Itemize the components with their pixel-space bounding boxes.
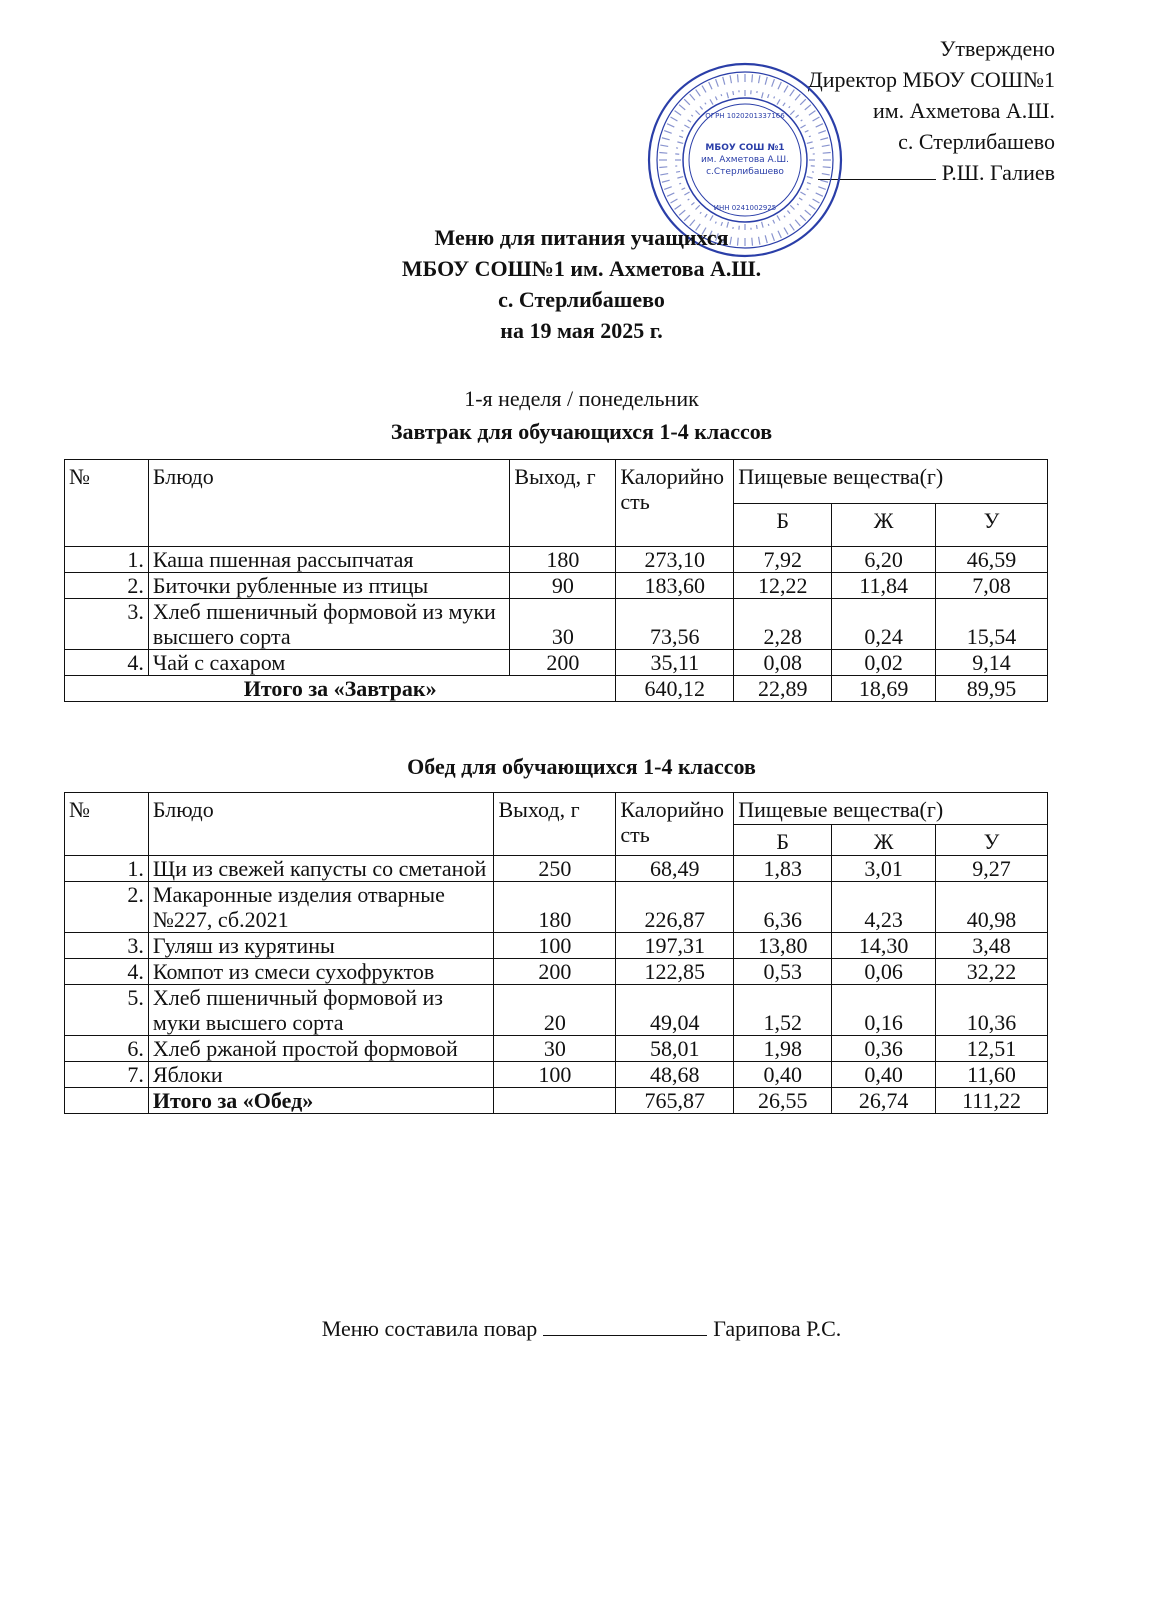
col-b: Б bbox=[734, 503, 832, 547]
lunch-table bbox=[64, 792, 1048, 1114]
col-no: № bbox=[65, 793, 149, 856]
dish-yield: 20 bbox=[494, 985, 616, 1036]
total-row bbox=[65, 1088, 1048, 1114]
dish-protein: 0,40 bbox=[734, 1062, 832, 1088]
dish-yield: 30 bbox=[494, 1036, 616, 1062]
col-u: У bbox=[936, 503, 1048, 547]
dish-carbs: 15,54 bbox=[936, 599, 1048, 650]
row-number: 7. bbox=[65, 1062, 149, 1088]
total-label: Итого за «Завтрак» bbox=[65, 676, 616, 702]
dish-carbs: 46,59 bbox=[936, 547, 1048, 573]
dish-yield: 30 bbox=[510, 599, 616, 650]
table-row bbox=[65, 933, 1048, 959]
row-number: 4. bbox=[65, 959, 149, 985]
dish-yield: 180 bbox=[494, 882, 616, 933]
dish-fat: 0,02 bbox=[832, 650, 936, 676]
dish-fat: 0,24 bbox=[832, 599, 936, 650]
dish-calories: 35,11 bbox=[616, 650, 734, 676]
table-row bbox=[65, 599, 1048, 650]
dish-carbs: 7,08 bbox=[936, 573, 1048, 599]
dish-yield: 90 bbox=[510, 573, 616, 599]
col-zh: Ж bbox=[832, 824, 936, 856]
col-b: Б bbox=[734, 824, 832, 856]
dish-calories: 48,68 bbox=[616, 1062, 734, 1088]
dish-fat: 11,84 bbox=[832, 573, 936, 599]
dish-fat: 0,16 bbox=[832, 985, 936, 1036]
col-nutrients: Пищевые вещества(г) bbox=[734, 793, 1048, 825]
total-fat: 26,74 bbox=[832, 1088, 936, 1114]
stamp-center-line1: МБОУ СОШ №1 bbox=[705, 143, 785, 153]
dish-carbs: 40,98 bbox=[936, 882, 1048, 933]
dish-yield: 250 bbox=[494, 856, 616, 882]
table-row bbox=[65, 959, 1048, 985]
col-no: № bbox=[65, 460, 149, 547]
table-row bbox=[65, 985, 1048, 1036]
dish-calories: 226,87 bbox=[616, 882, 734, 933]
table-row bbox=[65, 856, 1048, 882]
dish-fat: 0,06 bbox=[832, 959, 936, 985]
dish-carbs: 10,36 bbox=[936, 985, 1048, 1036]
dish-calories: 58,01 bbox=[616, 1036, 734, 1062]
row-number: 3. bbox=[65, 933, 149, 959]
menu-title bbox=[0, 222, 1163, 346]
dish-calories: 68,49 bbox=[616, 856, 734, 882]
col-yield: Выход, г bbox=[494, 793, 616, 856]
footer-prefix: Меню составила повар bbox=[321, 1316, 538, 1341]
dish-protein: 6,36 bbox=[734, 882, 832, 933]
dish-carbs: 9,14 bbox=[936, 650, 1048, 676]
row-number: 6. bbox=[65, 1036, 149, 1062]
col-zh: Ж bbox=[832, 503, 936, 547]
approval-named-after: им. Ахметова А.Ш. bbox=[872, 98, 1055, 123]
col-nutrients: Пищевые вещества(г) bbox=[734, 460, 1048, 504]
dish-fat: 4,23 bbox=[832, 882, 936, 933]
dish-carbs: 32,22 bbox=[936, 959, 1048, 985]
dish-fat: 0,36 bbox=[832, 1036, 936, 1062]
dish-protein: 1,52 bbox=[734, 985, 832, 1036]
dish-name: Макаронные изделия отварные №227, сб.2021 bbox=[148, 882, 494, 933]
title-line4: на 19 мая 2025 г. bbox=[500, 318, 663, 343]
dish-protein: 7,92 bbox=[734, 547, 832, 573]
total-row bbox=[65, 676, 1048, 702]
row-number: 2. bbox=[65, 573, 149, 599]
dish-yield: 100 bbox=[494, 933, 616, 959]
table-row bbox=[65, 573, 1048, 599]
dish-protein: 2,28 bbox=[734, 599, 832, 650]
dish-yield: 100 bbox=[494, 1062, 616, 1088]
row-number: 1. bbox=[65, 547, 149, 573]
dish-carbs: 9,27 bbox=[936, 856, 1048, 882]
breakfast-table bbox=[64, 459, 1048, 702]
row-number: 1. bbox=[65, 856, 149, 882]
dish-fat: 14,30 bbox=[832, 933, 936, 959]
stamp-center-line2: им. Ахметова А.Ш. bbox=[700, 155, 790, 165]
approval-village: с. Стерлибашево bbox=[898, 129, 1055, 154]
dish-fat: 6,20 bbox=[832, 547, 936, 573]
col-calories: Калорийность bbox=[616, 460, 734, 547]
dish-calories: 183,60 bbox=[616, 573, 734, 599]
dish-name: Биточки рубленные из птицы bbox=[148, 573, 510, 599]
table-row bbox=[65, 1036, 1048, 1062]
dish-name: Каша пшенная рассыпчатая bbox=[148, 547, 510, 573]
total-label: Итого за «Обед» bbox=[148, 1088, 494, 1114]
title-line3: с. Стерлибашево bbox=[498, 287, 665, 312]
dish-name: Хлеб ржаной простой формовой bbox=[148, 1036, 494, 1062]
dish-yield: 200 bbox=[510, 650, 616, 676]
col-yield: Выход, г bbox=[510, 460, 616, 547]
total-calories: 640,12 bbox=[616, 676, 734, 702]
footer-signature-line bbox=[543, 1317, 707, 1336]
approval-heading: Утверждено bbox=[939, 36, 1055, 61]
row-number: 5. bbox=[65, 985, 149, 1036]
dish-calories: 49,04 bbox=[616, 985, 734, 1036]
dish-calories: 197,31 bbox=[616, 933, 734, 959]
total-calories: 765,87 bbox=[616, 1088, 734, 1114]
dish-name: Щи из свежей капусты со сметаной bbox=[148, 856, 494, 882]
breakfast-caption: Завтрак для обучающихся 1-4 классов bbox=[390, 419, 773, 444]
total-fat: 18,69 bbox=[832, 676, 936, 702]
dish-protein: 1,83 bbox=[734, 856, 832, 882]
stamp-center-line3: с.Стерлибашево bbox=[706, 167, 784, 177]
col-dish: Блюдо bbox=[148, 460, 510, 547]
lunch-caption: Обед для обучающихся 1-4 классов bbox=[407, 754, 756, 779]
dish-name: Компот из смеси сухофруктов bbox=[148, 959, 494, 985]
dish-protein: 12,22 bbox=[734, 573, 832, 599]
col-u: У bbox=[936, 824, 1048, 856]
approval-position: Директор МБОУ СОШ№1 bbox=[807, 67, 1055, 92]
table-row bbox=[65, 547, 1048, 573]
dish-fat: 3,01 bbox=[832, 856, 936, 882]
title-line2: МБОУ СОШ№1 им. Ахметова А.Ш. bbox=[401, 256, 762, 281]
title-line1: Меню для питания учащихся bbox=[434, 225, 729, 250]
table-row bbox=[65, 1062, 1048, 1088]
table-row bbox=[65, 650, 1048, 676]
dish-protein: 13,80 bbox=[734, 933, 832, 959]
dish-protein: 1,98 bbox=[734, 1036, 832, 1062]
stamp-inn: ИНН 0241002925 bbox=[713, 204, 777, 212]
dish-fat: 0,40 bbox=[832, 1062, 936, 1088]
col-dish: Блюдо bbox=[148, 793, 494, 856]
total-protein: 26,55 bbox=[734, 1088, 832, 1114]
stamp-ogrn: ОГРН 1020201337166 bbox=[705, 112, 785, 120]
table-row bbox=[65, 882, 1048, 933]
row-number: 4. bbox=[65, 650, 149, 676]
dish-protein: 0,08 bbox=[734, 650, 832, 676]
week-day: 1-я неделя / понедельник bbox=[464, 386, 699, 411]
dish-name: Гуляш из курятины bbox=[148, 933, 494, 959]
dish-name: Чай с сахаром bbox=[148, 650, 510, 676]
dish-name: Хлеб пшеничный формовой из муки высшего сорта bbox=[148, 985, 494, 1036]
dish-yield: 200 bbox=[494, 959, 616, 985]
total-carbs: 111,22 bbox=[936, 1088, 1048, 1114]
total-empty-cell bbox=[65, 1088, 149, 1114]
total-empty-cell bbox=[494, 1088, 616, 1114]
col-calories: Калорийность bbox=[616, 793, 734, 856]
dish-calories: 273,10 bbox=[616, 547, 734, 573]
footer-cook-name: Гарипова Р.С. bbox=[713, 1316, 842, 1341]
dish-calories: 122,85 bbox=[616, 959, 734, 985]
dish-protein: 0,53 bbox=[734, 959, 832, 985]
dish-carbs: 3,48 bbox=[936, 933, 1048, 959]
total-carbs: 89,95 bbox=[936, 676, 1048, 702]
row-number: 3. bbox=[65, 599, 149, 650]
dish-yield: 180 bbox=[510, 547, 616, 573]
dish-carbs: 11,60 bbox=[936, 1062, 1048, 1088]
dish-calories: 73,56 bbox=[616, 599, 734, 650]
dish-carbs: 12,51 bbox=[936, 1036, 1048, 1062]
dish-name: Яблоки bbox=[148, 1062, 494, 1088]
total-protein: 22,89 bbox=[734, 676, 832, 702]
dish-name: Хлеб пшеничный формовой из муки высшего сорта bbox=[148, 599, 510, 650]
row-number: 2. bbox=[65, 882, 149, 933]
footer bbox=[0, 1316, 1163, 1342]
approval-signer: Р.Ш. Галиев bbox=[941, 160, 1055, 185]
